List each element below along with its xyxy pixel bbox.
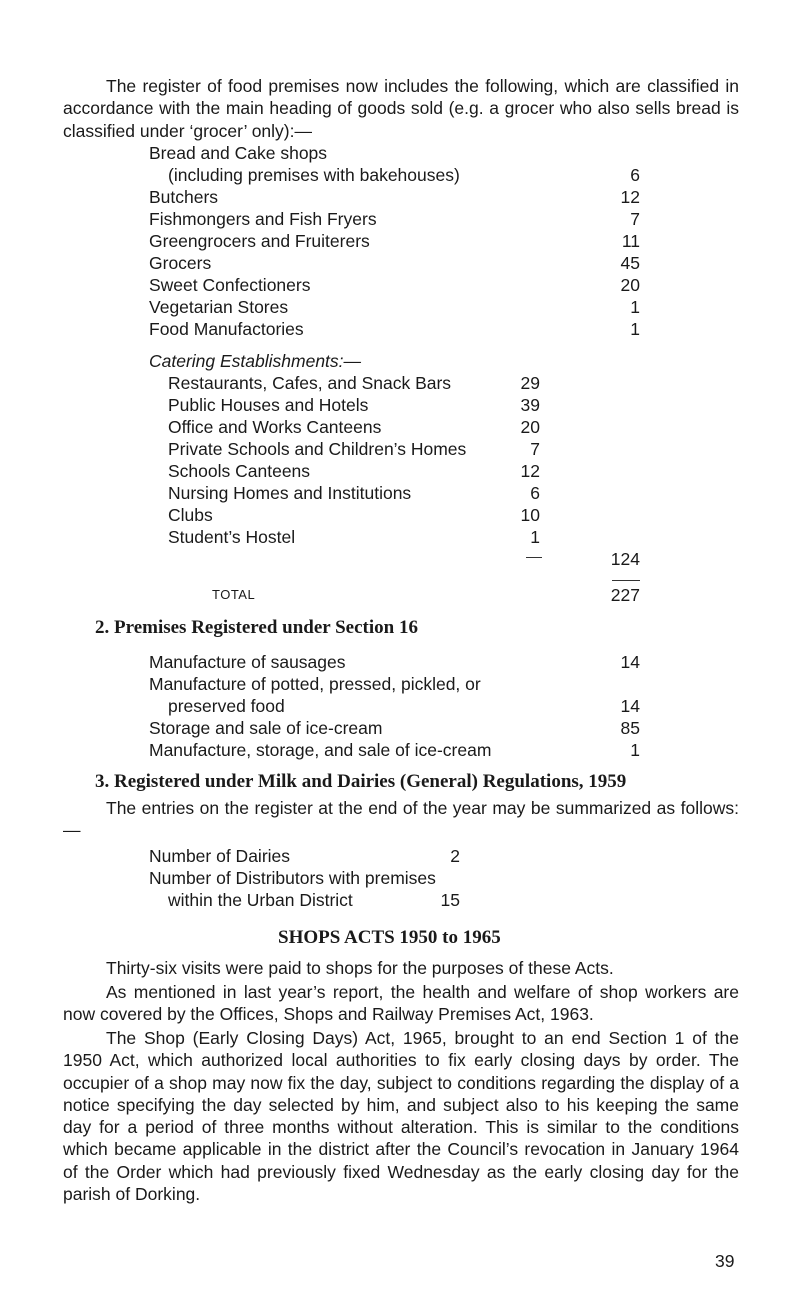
catering-value: 39 xyxy=(520,395,540,415)
catering-heading: Catering Establishments:— xyxy=(149,351,362,371)
section3-text: The entries on the register at the end of the year may be summarized as follows:— xyxy=(63,798,739,841)
section2-heading: 2. Premises Registered under Section 16 xyxy=(95,617,418,638)
catering-value: 12 xyxy=(520,461,540,481)
subtotal-rule xyxy=(526,557,542,558)
premises-label: Food Manufactories xyxy=(149,319,304,339)
premises-value: 6 xyxy=(630,165,640,185)
premises-label: Grocers xyxy=(149,253,212,273)
section3-label: Number of Dairies xyxy=(149,846,291,866)
premises-label: Vegetarian Stores xyxy=(149,297,289,317)
section2-value: 1 xyxy=(630,740,640,760)
catering-subtotal: 124 xyxy=(610,549,640,569)
section2-label: Manufacture, storage, and sale of ice-cream xyxy=(149,740,492,760)
catering-label: Restaurants, Cafes, and Snack Bars xyxy=(168,373,452,393)
premises-label: Greengrocers and Fruiterers xyxy=(149,231,370,251)
section3-label: Number of Distributors with premises xyxy=(149,868,436,888)
premises-value: 1 xyxy=(630,297,640,317)
section3-label: within the Urban District xyxy=(168,890,353,910)
shops-paragraph: As mentioned in last year’s report, the health and welfare of shop workers are now covered by the Offices, Shops and Railway Premises Act, 1963. xyxy=(63,982,739,1025)
section2-label: Manufacture of potted, pressed, pickled, or xyxy=(149,674,481,694)
catering-label: Student’s Hostel xyxy=(168,527,296,547)
section2-value: 14 xyxy=(620,696,640,716)
premises-value: 1 xyxy=(630,319,640,339)
total-label: TOTAL xyxy=(212,587,256,602)
catering-label: Nursing Homes and Institutions xyxy=(168,483,412,503)
catering-label: Office and Works Canteens xyxy=(168,417,382,437)
section2-label: Storage and sale of ice-cream xyxy=(149,718,383,738)
catering-value: 7 xyxy=(530,439,540,459)
premises-label: (including premises with bakehouses) xyxy=(168,165,460,185)
catering-value: 20 xyxy=(520,417,540,437)
catering-label: Public Houses and Hotels xyxy=(168,395,369,415)
page-number: 39 xyxy=(715,1251,735,1271)
shops-paragraph: The Shop (Early Closing Days) Act, 1965, brought to an end Section 1 of the 1950 Act, which authorized local authorities to fix early closing days by order. The occupier of a shop may now fix the day, subject to conditions regarding the display of a notice specifying the day selected by him, and subject also to his keeping the same day for a period of three months without alteration. This is similar to the conditions which became applicable in the district after the Council’s revocation in January 1964 of the Order which had previously fixed Wednesday as the early closing day for the parish of Dorking. xyxy=(63,1028,739,1205)
shops-heading: SHOPS ACTS 1950 to 1965 xyxy=(278,927,501,948)
catering-label: Schools Canteens xyxy=(168,461,311,481)
total-rule xyxy=(612,580,640,581)
premises-value: 7 xyxy=(630,209,640,229)
premises-label: Fishmongers and Fish Fryers xyxy=(149,209,377,229)
catering-value: 29 xyxy=(520,373,540,393)
section2-label: Manufacture of sausages xyxy=(149,652,346,672)
premises-value: 45 xyxy=(620,253,640,273)
catering-value: 6 xyxy=(530,483,540,503)
catering-label: Private Schools and Children’s Homes xyxy=(168,439,467,459)
premises-label: Bread and Cake shops xyxy=(149,143,328,163)
catering-label: Clubs xyxy=(168,505,213,525)
intro-paragraph: The register of food premises now includes the following, which are classified in accordance with the main heading of goods sold (e.g. a grocer who also sells bread is classified under ‘grocer’ only):— xyxy=(63,76,739,141)
premises-value: 11 xyxy=(621,231,640,251)
premises-label: Sweet Confectioners xyxy=(149,275,311,295)
total-value: 227 xyxy=(610,585,640,605)
premises-label: Butchers xyxy=(149,187,219,207)
section2-value: 85 xyxy=(620,718,640,738)
catering-value: 1 xyxy=(530,527,540,547)
shops-paragraph: Thirty-six visits were paid to shops for the purposes of these Acts. xyxy=(106,958,614,978)
section3-heading: 3. Registered under Milk and Dairies (General) Regulations, 1959 xyxy=(95,771,627,792)
catering-value: 10 xyxy=(520,505,540,525)
section2-value: 14 xyxy=(620,652,640,672)
premises-value: 12 xyxy=(620,187,640,207)
section3-value: 15 xyxy=(440,890,460,910)
section2-label: preserved food xyxy=(168,696,285,716)
premises-value: 20 xyxy=(620,275,640,295)
section3-value: 2 xyxy=(450,846,460,866)
